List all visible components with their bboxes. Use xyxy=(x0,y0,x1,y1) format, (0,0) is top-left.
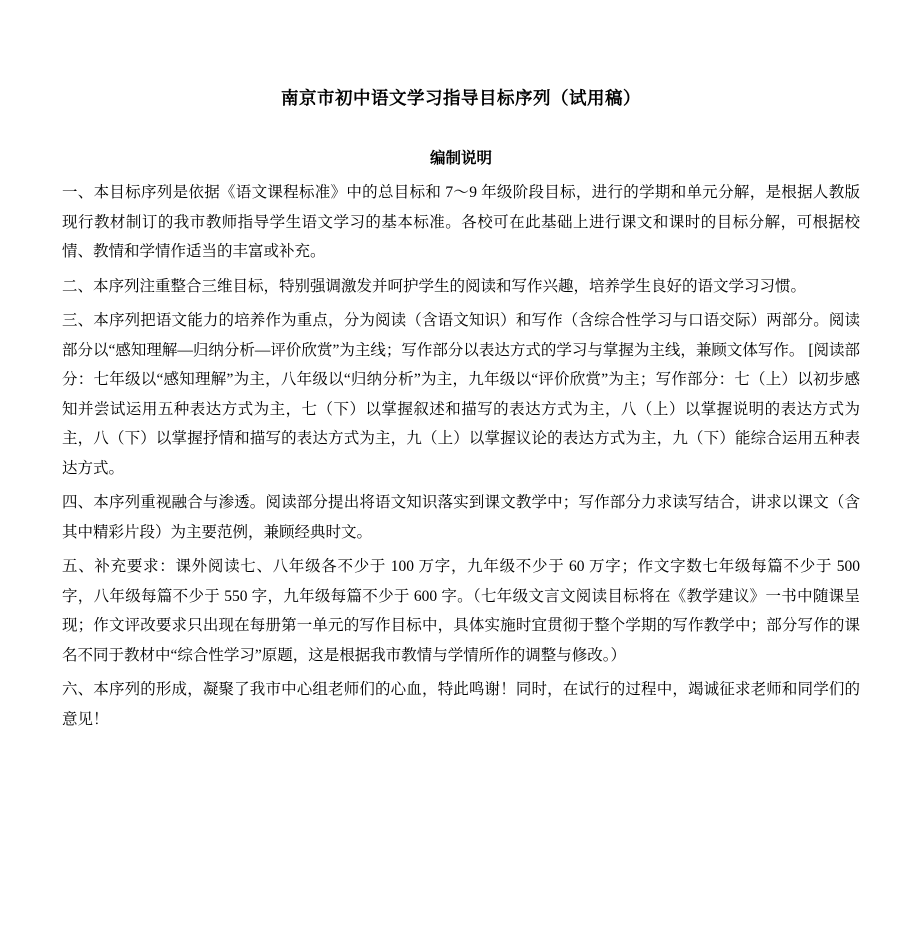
paragraph-3: 三、本序列把语文能力的培养作为重点，分为阅读（含语文知识）和写作（含综合性学习与口语交际）两部分。阅读部分以“感知理解—归纳分析—评价欣赏”为主线；写作部分以表达方式的学习与掌握为主线，兼顾文体写作。 [阅读部分：七年级以“感知理解”为主，八年级以“归纳分析”为主，九年级以“评价欣赏”为主；写作部分：七（上）以初步感知并尝试运用五种表达方式为主，七（下）以掌握叙述和描写的表达方式为主，八（上）以掌握说明的表达方式为主，八（下）以掌握抒情和描写的表达方式为主，九（上）以掌握议论的表达方式为主，九（下）能综合运用五种表达方式。 xyxy=(62,312,860,477)
paragraph-4: 四、本序列重视融合与渗透。阅读部分提出将语文知识落实到课文教学中；写作部分力求读写结合，讲求以课文（含其中精彩片段）为主要范例，兼顾经典时文。 xyxy=(62,494,860,541)
section-heading: 编制说明 xyxy=(429,149,492,167)
paragraph-5: 五、补充要求：课外阅读七、八年级各不少于 100 万字，九年级不少于 60 万字；作文字数七年级每篇不少于 500 字，八年级每篇不少于 550 字，九年级每篇不少于 600 字。（七年级文言文阅读目标将在《教学建议》一书中随课呈现；作文评改要求只出现在每册第一单元的写作目标中，具体实施时宜贯彻于整个学期的写作教学中；部分写作的课名不同于教材中“综合性学习”原题，这是根据我市教情与学情所作的调整与修改。） xyxy=(62,558,860,664)
paragraph-2: 二、本序列注重整合三维目标，特别强调激发并呵护学生的阅读和写作兴趣，培养学生良好的语文学习习惯。 xyxy=(62,277,807,295)
paragraph-1: 一、本目标序列是依据《语文课程标准》中的总目标和 7～9 年级阶段目标，进行的学期和单元分解，是根据人教版现行教材制订的我市教师指导学生语文学习的基本标准。各校可在此基础上进行课文和课时的目标分解，可根据校情、教情和学情作适当的丰富或补充。 xyxy=(62,184,860,261)
paragraph-6: 六、本序列的形成，凝聚了我市中心组老师们的心血，特此鸣谢！同时，在试行的过程中，竭诚征求老师和同学们的意见！ xyxy=(62,681,860,728)
document-title: 南京市初中语文学习指导目标序列（试用稿） xyxy=(281,88,641,108)
